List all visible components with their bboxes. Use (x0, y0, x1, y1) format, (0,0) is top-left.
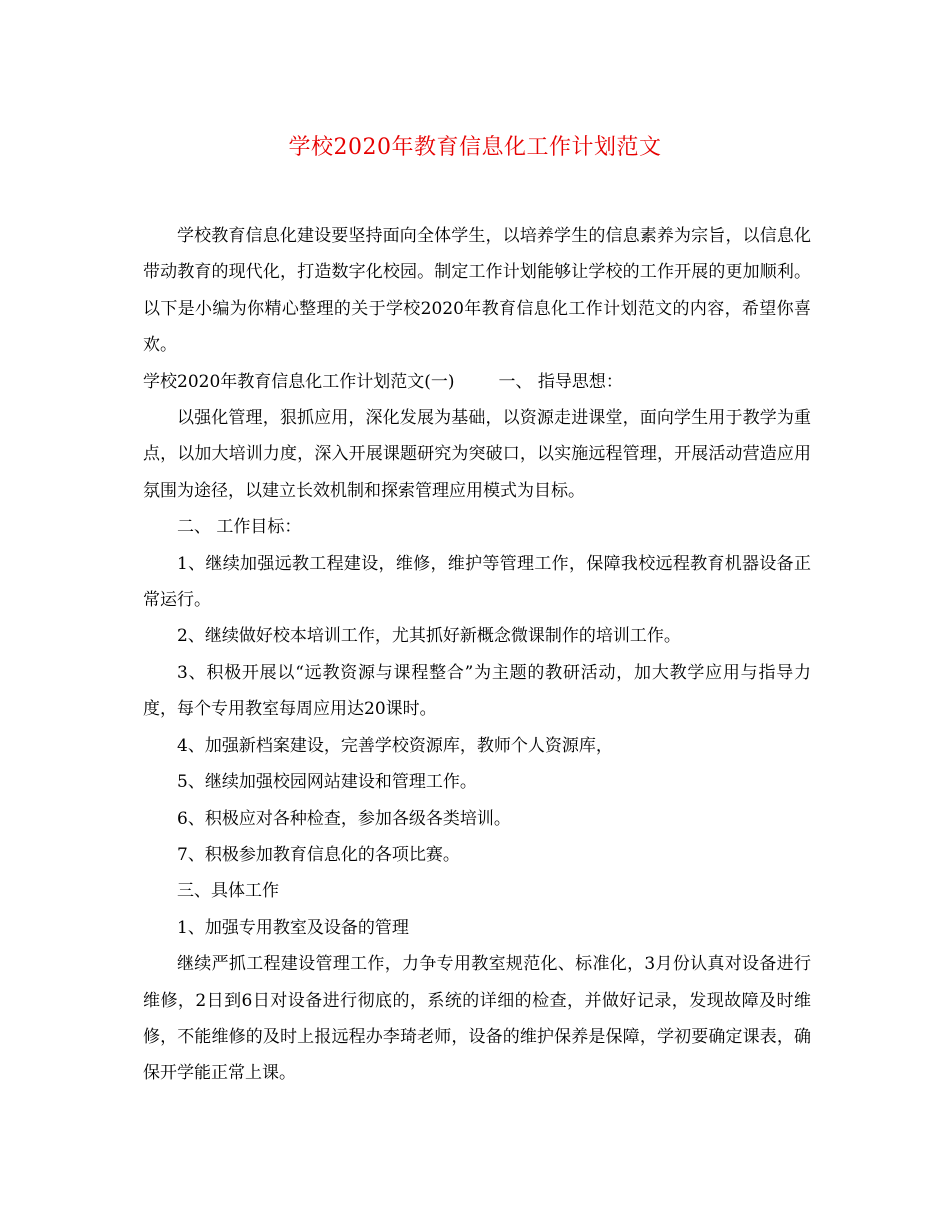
section3-item1-paragraph: 继续严抓工程建设管理工作，力争专用教室规范化、标准化，3月份认真对设备进行维修，2日到6日对设备进行彻底的，系统的详细的检查，并做好记录，发现故障及时维修，不能维修的及时上报远程办李琦老师，设备的维护保养是保障，学初要确定课表，确保开学能正常上课。 (143, 954, 811, 1084)
subtitle-line (143, 364, 811, 400)
section3-heading: 三、具体工作 (177, 881, 279, 902)
goal-item: 1、继续加强远教工程建设，维修，维护等管理工作，保障我校远程教育机器设备正常运行。 (143, 553, 811, 611)
goal-item: 5、继续加强校园网站建设和管理工作。 (177, 772, 477, 793)
goal-item: 4、加强新档案建设，完善学校资源库，教师个人资源库， (177, 735, 613, 756)
section2-heading: 二、 工作目标： (177, 517, 302, 538)
section3-item1-heading: 1、加强专用教室及设备的管理 (177, 917, 409, 938)
section1-paragraph: 以强化管理，狠抓应用，深化发展为基础，以资源走进课堂，面向学生用于教学为重点，以加大培训力度，深入开展课题研究为突破口，以实施远程管理，开展活动营造应用氛围为途径，以建立长效机制和探索管理应用模式为目标。 (143, 408, 811, 501)
intro-paragraph: 学校教育信息化建设要坚持面向全体学生，以培养学生的信息素养为宗旨，以信息化带动教育的现代化，打造数字化校园。制定工作计划能够让学校的工作开展的更加顺利。以下是小编为你精心整理的关于学校2020年教育信息化工作计划范文的内容，希望你喜欢。 (143, 226, 811, 356)
goal-item: 6、积极应对各种检查，参加各级各类培训。 (177, 808, 511, 829)
subtitle: 学校2020年教育信息化工作计划范文(一) (143, 371, 455, 392)
section1-heading: 一、 指导思想： (498, 371, 623, 392)
document-title: 学校2020年教育信息化工作计划范文 (288, 135, 662, 160)
document-body (143, 218, 811, 1092)
goal-item: 2、继续做好校本培训工作，尤其抓好新概念微课制作的培训工作。 (177, 626, 681, 647)
goal-item: 3、积极开展以“远教资源与课程整合”为主题的教研活动，加大教学应用与指导力度，每个专用教室每周应用达20课时。 (143, 662, 811, 720)
goal-item: 7、积极参加教育信息化的各项比赛。 (177, 844, 460, 865)
